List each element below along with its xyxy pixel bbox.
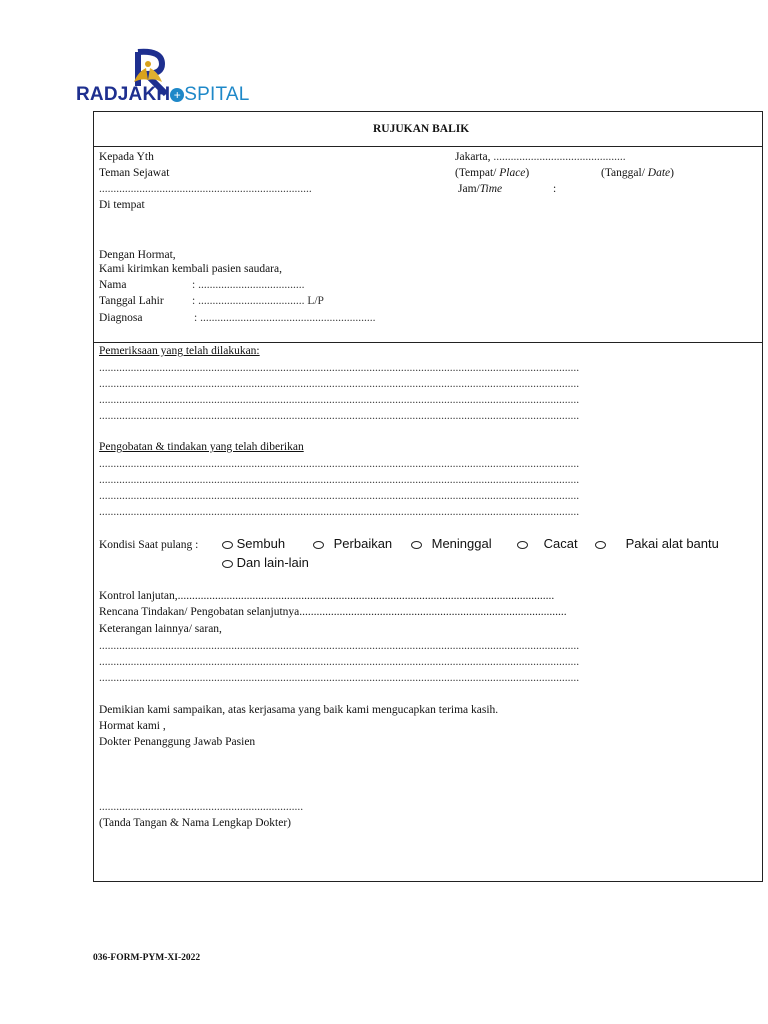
regards-text: Hormat kami , [99, 720, 166, 732]
option-perbaikan[interactable]: Perbaikan [313, 536, 392, 551]
condition-label: Kondisi Saat pulang : [99, 539, 199, 551]
date-label: (Tanggal/ Date) [601, 167, 674, 179]
treatment-line[interactable]: ....................................................................................................................................................................... [99, 490, 580, 502]
cross-circle-icon: + [170, 88, 184, 102]
diagnosis-field[interactable]: : ............................................................. [194, 312, 376, 324]
control-field[interactable]: Kontrol lanjutan,................................................................................................................................... [99, 590, 555, 602]
radio-icon[interactable] [222, 541, 233, 549]
notes-line[interactable]: ....................................................................................................................................................................... [99, 640, 580, 652]
radio-icon[interactable] [517, 541, 528, 549]
city-line: Jakarta, .............................................. [455, 151, 626, 163]
diagnosis-label: Diagnosa [99, 312, 143, 324]
treatment-line[interactable]: ....................................................................................................................................................................... [99, 506, 580, 518]
dob-label: Tanggal Lahir [99, 295, 164, 307]
dob-field[interactable]: : ..................................... L/P [192, 295, 324, 307]
closing-text: Demikian kami sampaikan, atas kerjasama yang baik kami mengucapkan terima kasih. [99, 704, 499, 716]
exam-line[interactable]: ....................................................................................................................................................................... [99, 410, 580, 422]
title-divider [93, 146, 763, 147]
option-sembuh[interactable]: Sembuh [222, 536, 285, 551]
exam-line[interactable]: ....................................................................................................................................................................... [99, 362, 580, 374]
radio-icon[interactable] [313, 541, 324, 549]
radio-icon[interactable] [595, 541, 606, 549]
time-field[interactable]: : [553, 183, 557, 195]
location-label: Di tempat [99, 199, 145, 211]
greeting: Dengan Hormat, [99, 249, 176, 261]
signature-label: (Tanda Tangan & Nama Lengkap Dokter) [99, 817, 292, 829]
option-dan-lain-lain[interactable]: Dan lain-lain [222, 555, 309, 570]
notes-line[interactable]: ....................................................................................................................................................................... [99, 656, 580, 668]
to-label: Kepada Yth [99, 151, 154, 163]
place-label: (Tempat/ Place) [455, 167, 530, 179]
option-cacat[interactable]: Cacat [517, 536, 578, 551]
colleague-name-field[interactable]: .......................................................................... [99, 183, 312, 195]
section-divider [93, 342, 763, 343]
notes-line[interactable]: ....................................................................................................................................................................... [99, 672, 580, 684]
form-title: RUJUKAN BALIK [373, 123, 470, 135]
exam-line[interactable]: ....................................................................................................................................................................... [99, 378, 580, 390]
treatment-line[interactable]: ....................................................................................................................................................................... [99, 458, 580, 470]
time-label: Jam/Time [458, 183, 503, 195]
intro-text: Kami kirimkan kembali pasien saudara, [99, 263, 282, 275]
city-date-field[interactable]: .............................................. [493, 151, 626, 163]
hospital-brand-name: RADJAKH + SPITAL [76, 84, 250, 105]
treatment-heading: Pengobatan & tindakan yang telah diberikan [99, 441, 304, 453]
radio-icon[interactable] [411, 541, 422, 549]
signature-field[interactable]: ....................................................................... [99, 801, 304, 813]
notes-label: Keterangan lainnya/ saran, [99, 623, 222, 635]
option-meninggal[interactable]: Meninggal [411, 536, 492, 551]
name-field[interactable]: : ..................................... [192, 279, 305, 291]
form-code: 036-FORM-PYM-XI-2022 [93, 953, 201, 963]
colleague-label: Teman Sejawat [99, 167, 170, 179]
option-pakai-alat-bantu[interactable]: Pakai alat bantu [595, 536, 719, 551]
name-label: Nama [99, 279, 127, 291]
exam-line[interactable]: ....................................................................................................................................................................... [99, 394, 580, 406]
exam-heading: Pemeriksaan yang telah dilakukan: [99, 345, 260, 357]
treatment-line[interactable]: ....................................................................................................................................................................... [99, 474, 580, 486]
plan-field[interactable]: Rencana Tindakan/ Pengobatan selanjutnya............................................................................................. [99, 606, 567, 618]
doctor-title: Dokter Penanggung Jawab Pasien [99, 736, 256, 748]
radio-icon[interactable] [222, 560, 233, 568]
